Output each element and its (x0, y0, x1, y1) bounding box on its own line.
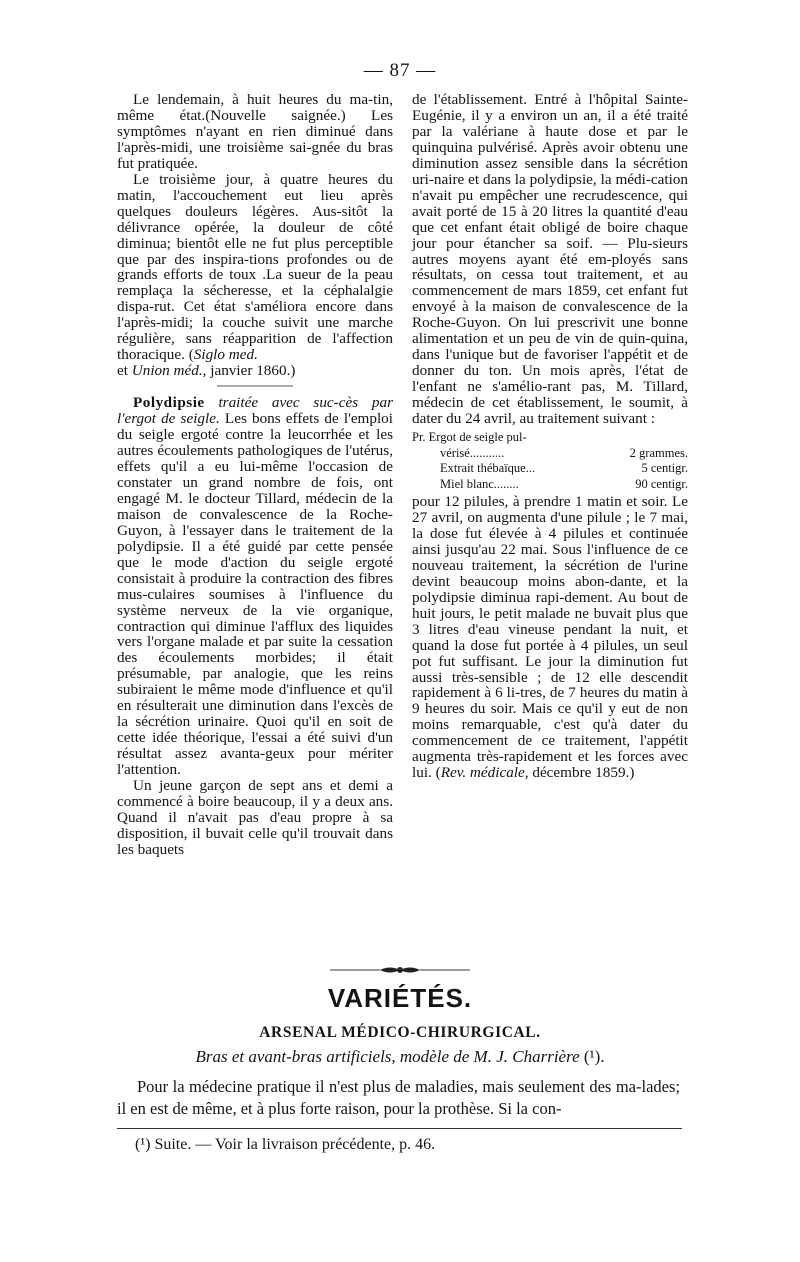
journal-reference: Rev. médicale, (440, 764, 529, 782)
left-column (117, 92, 393, 858)
prescription-line: Pr. Ergot de seigle pul- (412, 430, 527, 445)
paragraph-text: pour 12 pilules, à prendre 1 matin et soir. Le 27 avril, on augmenta d'une pilule ; le 7 mai, la dose fut élevée à 4 pilules et continuée ainsi jusqu'au 22 mai. Sous l'influence de ce nouveau traitement, la sécrétion de l'urine devint beaucoup moins abon-dante, et la polydipsie diminua rapi-dement. Au bout de huit jours, le petit malade ne buvait plus que 3 litres d'eau vineuse pendant la nuit, et quand la dose fut portée à 4 pilules, un seul pot fut suffisant. Le jour la diminution fut aussi très-sensible ; de 12 elle descendit rapidement à 6 li-tres, de 7 heures du matin à 9 heures du soir. Mais ce qu'il y eut de non moins remarquable, c'est qu'à dater du commencement de ce traitement, l'appétit augmenta très-rapidement et les forces avec lui. (412, 493, 688, 782)
footnote-marker: (¹). (579, 1047, 605, 1066)
paragraph-text: Le troisième jour, à quatre heures du matin, l'accouchement eut lieu après quelques douleurs légères. Aus-sitôt la délivrance opérée, la douleur de côté diminua; bientôt elle ne fut plus perceptible que par des inspira-tions profondes ou de grands efforts de toux .La sueur de la peau remplaça la sécheresse, et la céphalalgie dispa-rut. Cet état s'améliora encore dans l'après-midi; la couche suivit une marche régulière, sans réapparition de l'affection thoracique. (117, 170, 393, 364)
article-subtitle: Bras et avant-bras artificiels, modèle de M. J. Charrière (¹). (195, 1047, 605, 1066)
section-heading-italic: traitée avec suc-cès par l'ergot de seigle. (117, 394, 393, 428)
paragraph (117, 395, 393, 778)
paragraph: Le troisième jour, à quatre heures du matin, l'accouchement eut lieu après quelques douleurs légères. Aus-sitôt la délivrance opérée, la douleur de côté diminua; bientôt elle ne fut plus perceptible que par des inspira-tions profondes ou de grands efforts de toux .La sueur de la peau remplaça la sécheresse, et la céphalalgie dispa-rut. Cet état s'améliora encore dans l'après-midi; la couche suivit une marche régulière, sans réapparition de l'affection thoracique. (Siglo med. et Union méd., janvier 1860.) (117, 170, 393, 380)
section-heading: Polydipsie (133, 394, 205, 412)
paragraph: de l'établissement. Entré à l'hôpital Sainte-Eugénie, il y a environ un an, il a été traité par la valériane à haute dose et par le quinquina pulvérisé. Après avoir obtenu une diminution assez sensible dans la sécrétion uri-naire et dans la polydipsie, la médi-cation n'avait pu empêcher une recrudescence, qui avait porté de 15 à 20 litres la quantité d'eau que cet enfant était obligé de boire chaque jour pour étancher sa soif. — Plu-sieurs autres moyens ayant été em-ployés sans résultats, on cessa tout traitement, et au commencement de mars 1859, cet enfant fut envoyé à la maison de convalescence de la Roche-Guyon. On lui prescrivit une bonne alimentation et un peu de vin de quin-quina, dans l'unique but de favoriser l'appétit et de donner du ton. Un mois après, l'état de l'enfant ne s'amélio-rant pas, M. Tillard, médecin de cet établissement, le soumit, à dater du 24 avril, au traitement suivant : (412, 91, 688, 428)
section-title: VARIÉTÉS. (327, 983, 473, 1013)
journal-reference: Siglo med. (193, 346, 258, 364)
page-number: — 87 — (363, 60, 437, 81)
paragraph: Le lendemain, à huit heures du ma-tin, même état.(Nouvelle saignée.) Les symptômes n'ayant en rien diminué dans l'après-midi, une troisième sai-gnée du bras fut pratiquée. (117, 91, 393, 172)
prescription-line: Miel blanc........ 90 centigr. (440, 476, 688, 491)
subsection-title: ARSENAL MÉDICO-CHIRURGICAL. (259, 1024, 541, 1041)
paragraph: pour 12 pilules, à prendre 1 matin et soir. Le 27 avril, on augmenta d'une pilule ; le 7 mai, la dose fut élevée à 4 pilules et continuée ainsi jusqu'au 22 mai. Sous l'influence de ce nouveau traitement, la sécrétion de l'urine devint beaucoup moins abon-dante, et la polydipsie diminua rapi-dement. Au bout de huit jours, le petit malade ne buvait plus que 3 litres d'eau vineuse pendant la nuit, et quand la dose fut portée à 4 pilules, un seul pot fut suffisant. Le jour la diminution fut aussi très-sensible ; de 12 elle descendit rapidement à 6 li-tres, de 7 heures du matin à 9 heures du soir. Mais ce qu'il y eut de non moins remarquable, c'est qu'à dater du commencement de ce traitement, l'appétit augmenta très-rapidement et les forces avec lui. (Rev. médicale, décembre 1859.) (412, 493, 688, 782)
prescription-line: Extrait thébaïque... 5 centigr. (440, 461, 688, 476)
prescription (412, 430, 688, 492)
footnote: (¹) Suite. — Voir la livraison précédente, p. 46. (135, 1136, 436, 1153)
section-separator (117, 381, 393, 391)
paragraph: Un jeune garçon de sept ans et demi a commencé à boire beaucoup, il y a deux ans. Quand il n'avait pas d'eau propre à sa disposition, il buvait celle qu'il trouvait dans les baquets (117, 777, 393, 858)
footnote-rule (117, 1128, 682, 1129)
prescription-line: vérisé........... 2 grammes. (440, 445, 688, 460)
ornament-divider (330, 964, 470, 976)
paragraph-text: Les bons effets de l'emploi du seigle ergoté contre la leucorrhée et les autres écoulements pathologiques de l'utérus, effets qu'il a eu lui-même l'occasion de constater un grand nombre de fois, ont engagé M. le docteur Tillard, médecin de la maison de convalescence de la Roche-Guyon, à l'essayer dans le traitement de la polydipsie. Il a été guidé par cette pensée que le mode d'action du seigle ergoté consistait à produire la contraction des fibres mus-culaires soumises à l'influence du système nerveux de la vie organique, contraction qui diminue l'afflux des liquides vers l'organe malade et par suite la cessation des écoulements morbides; il était présumable, par analogie, que les reins subiraient le même mode d'influence et qu'il en résulterait une diminution dans l'excès de la sécrétion urinaire. Quoi qu'il en soit de cette idée théorique, l'essai a été suivi d'un résultat assez avanta-geux pour mériter l'attention. (117, 410, 393, 779)
right-column (412, 92, 688, 781)
journal-reference: Union méd. (131, 362, 203, 380)
article-body: Pour la médecine pratique il n'est plus de maladies, mais seulement des ma-lades; il en est de même, et à plus forte raison, pour la prothèse. Si la con- (117, 1077, 680, 1118)
